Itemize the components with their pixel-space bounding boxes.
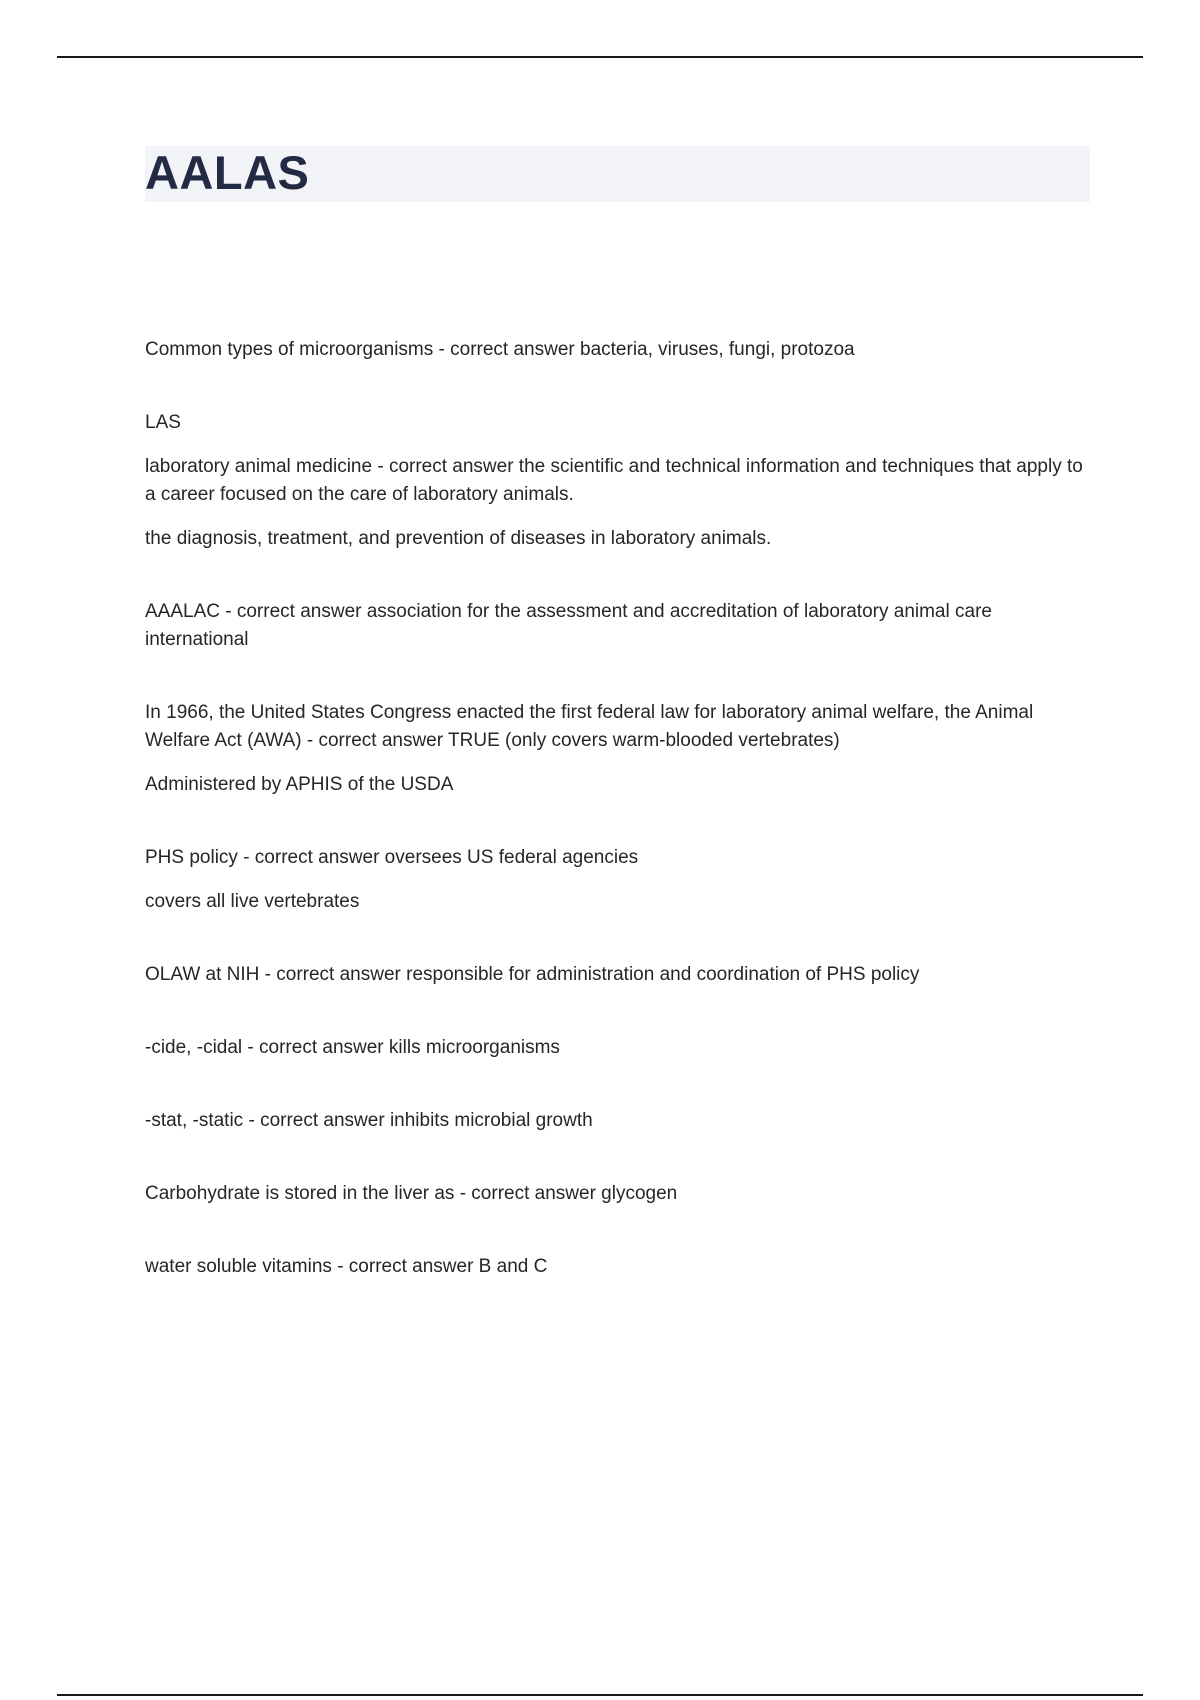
top-rule (57, 56, 1143, 58)
qa-entry (145, 1253, 1090, 1281)
qa-entry (145, 699, 1090, 799)
qa-entry (145, 844, 1090, 916)
qa-entry (145, 1034, 1090, 1062)
entry-line: water soluble vitamins - correct answer B and C (145, 1256, 548, 1277)
qa-entry (145, 1107, 1090, 1135)
qa-entry (145, 336, 1090, 364)
entry-line: Administered by APHIS of the USDA (145, 774, 454, 795)
entry-line: PHS policy - correct answer oversees US federal agencies (145, 847, 639, 868)
entry-line: In 1966, the United States Congress enacted the first federal law for laboratory animal welfare, the Animal Welfare Act (AWA) - correct answer TRUE (only covers warm-blooded vertebrates) (145, 702, 1034, 751)
qa-entry (145, 409, 1090, 553)
document-title: AALAS (145, 146, 310, 199)
entry-line: Common types of microorganisms - correct answer bacteria, viruses, fungi, protozoa (145, 339, 855, 360)
entry-line: laboratory animal medicine - correct answer the scientific and technical information and techniques that apply to a career focused on the care of laboratory animals. (145, 456, 1083, 505)
entry-line: covers all live vertebrates (145, 891, 360, 912)
entry-line: OLAW at NIH - correct answer responsible for administration and coordination of PHS policy (145, 964, 920, 985)
entry-line: -cide, -cidal - correct answer kills microorganisms (145, 1037, 560, 1058)
qa-entry (145, 598, 1090, 654)
entry-line: LAS (145, 412, 181, 433)
entry-line: the diagnosis, treatment, and prevention of diseases in laboratory animals. (145, 528, 772, 549)
document-body (145, 336, 1090, 1326)
qa-entry (145, 1180, 1090, 1208)
entry-line: Carbohydrate is stored in the liver as - correct answer glycogen (145, 1183, 678, 1204)
entry-line: -stat, -static - correct answer inhibits microbial growth (145, 1110, 593, 1131)
entry-line: AAALAC - correct answer association for the assessment and accreditation of laboratory animal care international (145, 601, 992, 650)
qa-entry (145, 961, 1090, 989)
bottom-rule (57, 1694, 1143, 1696)
